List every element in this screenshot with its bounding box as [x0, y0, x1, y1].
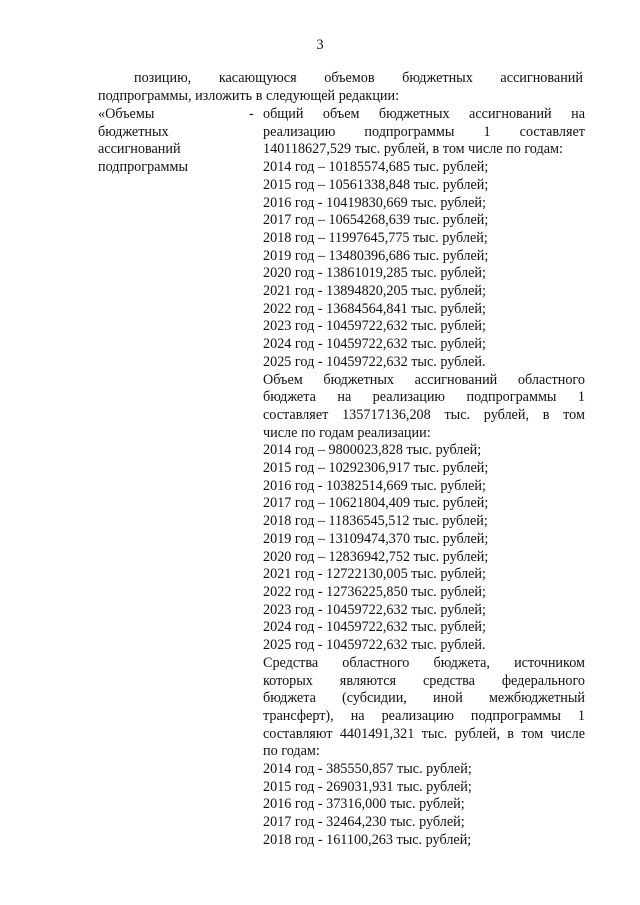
content-line: 2015 год – 10561338,848 тыс. рублей;	[263, 176, 489, 193]
intro-paragraph	[98, 70, 583, 105]
content-line: 2016 год - 37316,000 тыс. рублей;	[263, 796, 465, 813]
row-label-line: бюджетных	[98, 123, 169, 140]
content-line: реализацию подпрограммы 1 составляет	[263, 123, 585, 140]
content-line: Средства областного бюджета, источником	[263, 654, 585, 671]
content-line: 2017 год – 10654268,639 тыс. рублей;	[263, 212, 489, 229]
intro-line: позицию, касающуюся объемов бюджетных ассигнований	[134, 70, 583, 86]
content-line: 2022 год - 13684564,841 тыс. рублей;	[263, 300, 486, 317]
content-line: 2018 год – 11836545,512 тыс. рублей;	[263, 513, 488, 530]
content-line: 2023 год - 10459722,632 тыс. рублей;	[263, 318, 486, 335]
content-line: бюджета на реализацию подпрограммы 1	[263, 389, 585, 406]
content-line: 2023 год - 10459722,632 тыс. рублей;	[263, 601, 486, 618]
row-label-line: подпрограммы	[98, 159, 188, 176]
content-line: 2025 год - 10459722,632 тыс. рублей.	[263, 637, 486, 654]
content-line: 2018 год - 161100,263 тыс. рублей;	[263, 831, 472, 848]
intro-line: подпрограммы, изложить в следующей редакции:	[98, 87, 400, 104]
content-line: бюджета (субсидии, иной межбюджетный	[263, 690, 585, 707]
content-line: 2020 год – 12836942,752 тыс. рублей;	[263, 548, 489, 565]
row-label-line: «Объемы	[98, 106, 155, 122]
content-line: 2020 год - 13861019,285 тыс. рублей;	[263, 265, 486, 282]
content-line: трансферт), на реализацию подпрограммы 1	[263, 707, 585, 724]
content-line: 2025 год - 10459722,632 тыс. рублей.	[263, 353, 486, 370]
content-line: 2018 год – 11997645,775 тыс. рублей;	[263, 229, 488, 246]
content-line: 2017 год – 10621804,409 тыс. рублей;	[263, 495, 489, 512]
content-line: 2014 год – 9800023,828 тыс. рублей;	[263, 442, 482, 459]
content-line: составляют 4401491,321 тыс. рублей, в том числе	[263, 725, 585, 742]
content-line: 2021 год - 12722130,005 тыс. рублей;	[263, 566, 486, 583]
content-line: 2016 год - 10419830,669 тыс. рублей;	[263, 194, 486, 211]
content-line: 2019 год – 13480396,686 тыс. рублей;	[263, 247, 489, 264]
content-line: 2016 год - 10382514,669 тыс. рублей;	[263, 477, 486, 494]
content-line: 2015 год - 269031,931 тыс. рублей;	[263, 778, 472, 795]
content-line: 2024 год - 10459722,632 тыс. рублей;	[263, 619, 486, 636]
row-dash: -	[249, 106, 254, 122]
content-line: 2014 год - 385550,857 тыс. рублей;	[263, 761, 472, 778]
row-label	[98, 106, 248, 177]
content-line: числе по годам реализации:	[263, 424, 431, 441]
content-line: 2017 год - 32464,230 тыс. рублей;	[263, 814, 465, 831]
content-line: по годам:	[263, 743, 320, 760]
content-line: 2014 год – 10185574,685 тыс. рублей;	[263, 159, 489, 176]
content-line: общий объем бюджетных ассигнований на	[263, 106, 585, 122]
row-label-line: ассигнований	[98, 141, 181, 158]
content-line: 140118627,529 тыс. рублей, в том числе по годам:	[263, 141, 563, 158]
content-line: Объем бюджетных ассигнований областного	[263, 371, 585, 388]
content-line: 2021 год - 13894820,205 тыс. рублей;	[263, 283, 486, 300]
content-line: 2019 год – 13109474,370 тыс. рублей;	[263, 530, 489, 547]
content-line: составляет 135717136,208 тыс. рублей, в том	[263, 406, 585, 423]
content-line: 2024 год - 10459722,632 тыс. рублей;	[263, 336, 486, 353]
row-content	[263, 106, 585, 850]
content-line: 2022 год - 12736225,850 тыс. рублей;	[263, 583, 486, 600]
content-line: 2015 год – 10292306,917 тыс. рублей;	[263, 460, 489, 477]
page-number: 3	[316, 37, 324, 53]
content-line: которых являются средства федерального	[263, 672, 585, 689]
